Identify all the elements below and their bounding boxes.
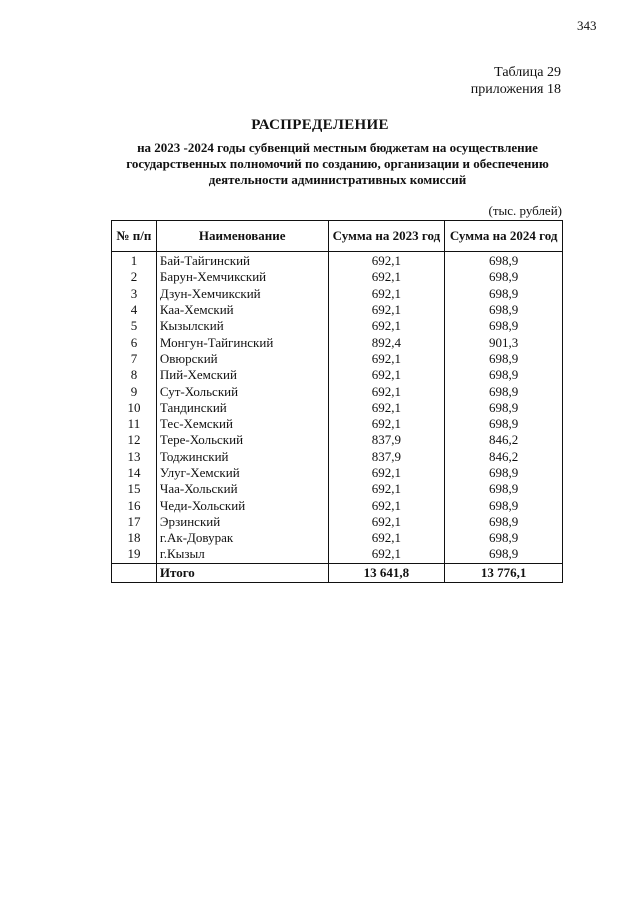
sum-2024: 698,9 <box>445 530 563 546</box>
header-name: Наименование <box>156 221 328 252</box>
table-row <box>112 432 563 448</box>
table-row <box>112 334 563 350</box>
district-name: Монгун-Тайгинский <box>156 334 328 350</box>
table-row <box>112 286 563 302</box>
row-number: 9 <box>112 383 157 399</box>
row-number: 5 <box>112 318 157 334</box>
total-row <box>112 563 563 582</box>
row-number: 6 <box>112 334 157 350</box>
row-number: 2 <box>112 269 157 285</box>
row-number: 12 <box>112 432 157 448</box>
row-number: 11 <box>112 416 157 432</box>
table-header-row <box>112 221 563 252</box>
total-number-cell <box>112 563 157 582</box>
table-row <box>112 252 563 270</box>
sum-2024: 698,9 <box>445 497 563 513</box>
district-name: Улуг-Хемский <box>156 465 328 481</box>
sum-2024: 698,9 <box>445 302 563 318</box>
table-row <box>112 546 563 563</box>
district-name: Тере-Хольский <box>156 432 328 448</box>
sum-2023: 692,1 <box>328 497 445 513</box>
table-row <box>112 497 563 513</box>
row-number: 1 <box>112 252 157 270</box>
row-number: 10 <box>112 400 157 416</box>
table-row <box>112 530 563 546</box>
district-name: Сут-Хольский <box>156 383 328 399</box>
sum-2024: 698,9 <box>445 318 563 334</box>
district-name: Эрзинский <box>156 514 328 530</box>
row-number: 4 <box>112 302 157 318</box>
table-row <box>112 416 563 432</box>
sum-2024: 698,9 <box>445 269 563 285</box>
sum-2024: 698,9 <box>445 546 563 563</box>
sum-2024: 846,2 <box>445 449 563 465</box>
district-name: Овюрский <box>156 351 328 367</box>
district-name: Пий-Хемский <box>156 367 328 383</box>
row-number: 14 <box>112 465 157 481</box>
table-row <box>112 481 563 497</box>
district-name: Кызылский <box>156 318 328 334</box>
header-sum-2024: Сумма на 2024 год <box>445 221 563 252</box>
district-name: Барун-Хемчикский <box>156 269 328 285</box>
sum-2023: 692,1 <box>328 269 445 285</box>
table-row <box>112 269 563 285</box>
sum-2023: 837,9 <box>328 432 445 448</box>
total-sum-2023: 13 641,8 <box>328 563 445 582</box>
sum-2023: 692,1 <box>328 367 445 383</box>
table-row <box>112 367 563 383</box>
row-number: 19 <box>112 546 157 563</box>
table-reference <box>471 64 561 98</box>
sum-2024: 698,9 <box>445 367 563 383</box>
header-number: № п/п <box>112 221 157 252</box>
table-reference-line1: Таблица 29 <box>494 65 561 80</box>
table-row <box>112 400 563 416</box>
page-number: 343 <box>577 18 597 33</box>
sum-2024: 698,9 <box>445 286 563 302</box>
row-number: 13 <box>112 449 157 465</box>
district-name: Бай-Тайгинский <box>156 252 328 270</box>
sum-2023: 692,1 <box>328 318 445 334</box>
document-title: РАСПРЕДЕЛЕНИЕ <box>251 117 389 133</box>
district-name: Дзун-Хемчикский <box>156 286 328 302</box>
sum-2023: 692,1 <box>328 302 445 318</box>
row-number: 17 <box>112 514 157 530</box>
row-number: 15 <box>112 481 157 497</box>
total-sum-2024: 13 776,1 <box>445 563 563 582</box>
sum-2023: 692,1 <box>328 400 445 416</box>
sum-2024: 698,9 <box>445 514 563 530</box>
sum-2023: 692,1 <box>328 351 445 367</box>
sum-2024: 698,9 <box>445 465 563 481</box>
sum-2024: 901,3 <box>445 334 563 350</box>
distribution-table <box>111 220 563 583</box>
sum-2024: 698,9 <box>445 416 563 432</box>
sum-2024: 846,2 <box>445 432 563 448</box>
district-name: г.Кызыл <box>156 546 328 563</box>
units-label: (тыс. рублей) <box>488 203 562 218</box>
table-row <box>112 302 563 318</box>
table-row <box>112 383 563 399</box>
district-name: Тандинский <box>156 400 328 416</box>
sum-2023: 692,1 <box>328 286 445 302</box>
row-number: 16 <box>112 497 157 513</box>
sum-2023: 692,1 <box>328 416 445 432</box>
district-name: Тес-Хемский <box>156 416 328 432</box>
table-row <box>112 465 563 481</box>
sum-2023: 692,1 <box>328 465 445 481</box>
row-number: 3 <box>112 286 157 302</box>
table-row <box>112 449 563 465</box>
sum-2023: 692,1 <box>328 530 445 546</box>
sum-2024: 698,9 <box>445 383 563 399</box>
sum-2023: 837,9 <box>328 449 445 465</box>
sum-2024: 698,9 <box>445 400 563 416</box>
sum-2023: 892,4 <box>328 334 445 350</box>
document-subtitle: на 2023 -2024 годы субвенций местным бюджетам на осуществление государственных полномочий по созданию, организации и обеспечению деятельности административных комиссий <box>126 140 549 187</box>
row-number: 18 <box>112 530 157 546</box>
sum-2023: 692,1 <box>328 383 445 399</box>
district-name: Каа-Хемский <box>156 302 328 318</box>
table-row <box>112 318 563 334</box>
district-name: г.Ак-Довурак <box>156 530 328 546</box>
table-reference-line2: приложения 18 <box>470 82 561 97</box>
district-name: Тоджинский <box>156 449 328 465</box>
table-body <box>112 252 563 564</box>
district-name: Чеди-Хольский <box>156 497 328 513</box>
row-number: 8 <box>112 367 157 383</box>
header-sum-2023: Сумма на 2023 год <box>328 221 445 252</box>
sum-2023: 692,1 <box>328 481 445 497</box>
sum-2024: 698,9 <box>445 351 563 367</box>
sum-2023: 692,1 <box>328 546 445 563</box>
table-row <box>112 514 563 530</box>
table-row <box>112 351 563 367</box>
row-number: 7 <box>112 351 157 367</box>
sum-2024: 698,9 <box>445 481 563 497</box>
sum-2023: 692,1 <box>328 514 445 530</box>
district-name: Чаа-Хольский <box>156 481 328 497</box>
sum-2024: 698,9 <box>445 252 563 270</box>
total-label: Итого <box>156 563 328 582</box>
sum-2023: 692,1 <box>328 252 445 270</box>
